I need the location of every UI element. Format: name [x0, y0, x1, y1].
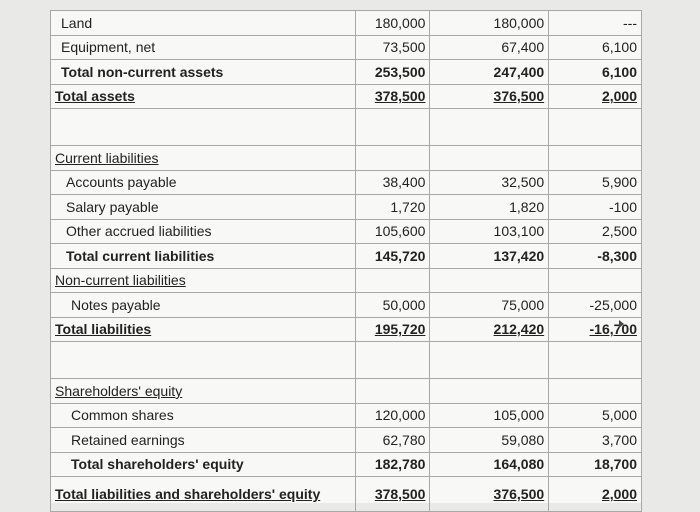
table-row: [51, 244, 642, 269]
row-label: Land: [51, 11, 356, 36]
spacer-row: [51, 109, 642, 146]
row-label: Salary payable: [51, 195, 356, 220]
row-label: Equipment, net: [51, 35, 356, 60]
row-label: Common shares: [51, 403, 356, 428]
value-cell: 6,100: [549, 35, 642, 60]
row-label: Total liabilities: [51, 317, 356, 342]
section-heading: Non-current liabilities: [51, 268, 356, 293]
row-label: Retained earnings: [51, 428, 356, 453]
row-label: Total assets: [51, 84, 356, 109]
value-cell: 180,000: [430, 11, 549, 36]
value-cell: 75,000: [430, 293, 549, 318]
value-cell: 180,000: [355, 11, 430, 36]
table-row: [51, 428, 642, 453]
row-label: Total shareholders' equity: [51, 452, 356, 477]
value-cell: 247,400: [430, 60, 549, 85]
value-cell: 5,000: [549, 403, 642, 428]
value-cell: 2,000: [549, 84, 642, 109]
value-cell: 145,720: [355, 244, 430, 269]
table-row: [51, 293, 642, 318]
table-row: [51, 11, 642, 36]
spacer-row: [51, 342, 642, 379]
table-row: [51, 60, 642, 85]
table-row: [51, 170, 642, 195]
table-row: [51, 195, 642, 220]
value-cell: 5,900: [549, 170, 642, 195]
value-cell: 378,500: [355, 477, 430, 512]
value-cell: 103,100: [430, 219, 549, 244]
value-cell: 195,720: [355, 317, 430, 342]
value-cell: 3,700: [549, 428, 642, 453]
row-label: Total non-current assets: [51, 60, 356, 85]
value-cell: 182,780: [355, 452, 430, 477]
value-cell: -25,000: [549, 293, 642, 318]
table-row: [51, 403, 642, 428]
table-row: [51, 379, 642, 404]
value-cell: 62,780: [355, 428, 430, 453]
cursor-arrow-icon: [619, 320, 624, 328]
value-cell: 2,500: [549, 219, 642, 244]
value-cell: 18,700: [549, 452, 642, 477]
table-row: [51, 268, 642, 293]
value-cell: 2,000: [549, 477, 642, 512]
row-label: Accounts payable: [51, 170, 356, 195]
table-row: [51, 219, 642, 244]
value-cell: 212,420: [430, 317, 549, 342]
table-row: [51, 84, 642, 109]
value-cell: 376,500: [430, 477, 549, 512]
value-cell: -16,700: [549, 317, 642, 342]
section-heading: Current liabilities: [51, 146, 356, 171]
value-cell: 67,400: [430, 35, 549, 60]
table-row: [51, 317, 642, 342]
section-heading: Shareholders' equity: [51, 379, 356, 404]
row-label: Other accrued liabilities: [51, 219, 356, 244]
table-row: [51, 146, 642, 171]
value-cell: 253,500: [355, 60, 430, 85]
value-cell: 6,100: [549, 60, 642, 85]
value-cell: -8,300: [549, 244, 642, 269]
value-cell: 1,720: [355, 195, 430, 220]
value-cell: 32,500: [430, 170, 549, 195]
value-cell: 105,600: [355, 219, 430, 244]
value-cell: 105,000: [430, 403, 549, 428]
value-cell: -100: [549, 195, 642, 220]
value-cell: 59,080: [430, 428, 549, 453]
value-cell: ---: [549, 11, 642, 36]
value-cell: 137,420: [430, 244, 549, 269]
row-label: Notes payable: [51, 293, 356, 318]
row-label: Total liabilities and shareholders' equity: [51, 477, 356, 512]
row-label: Total current liabilities: [51, 244, 356, 269]
value-cell: 164,080: [430, 452, 549, 477]
value-cell: 378,500: [355, 84, 430, 109]
table-row: [51, 452, 642, 477]
table-row: [51, 477, 642, 512]
balance-sheet-table: [50, 10, 642, 512]
value-cell: 120,000: [355, 403, 430, 428]
value-cell: 50,000: [355, 293, 430, 318]
value-cell: 73,500: [355, 35, 430, 60]
value-cell: 1,820: [430, 195, 549, 220]
balance-sheet: [50, 10, 642, 503]
value-cell: 38,400: [355, 170, 430, 195]
value-cell: 376,500: [430, 84, 549, 109]
table-row: [51, 35, 642, 60]
